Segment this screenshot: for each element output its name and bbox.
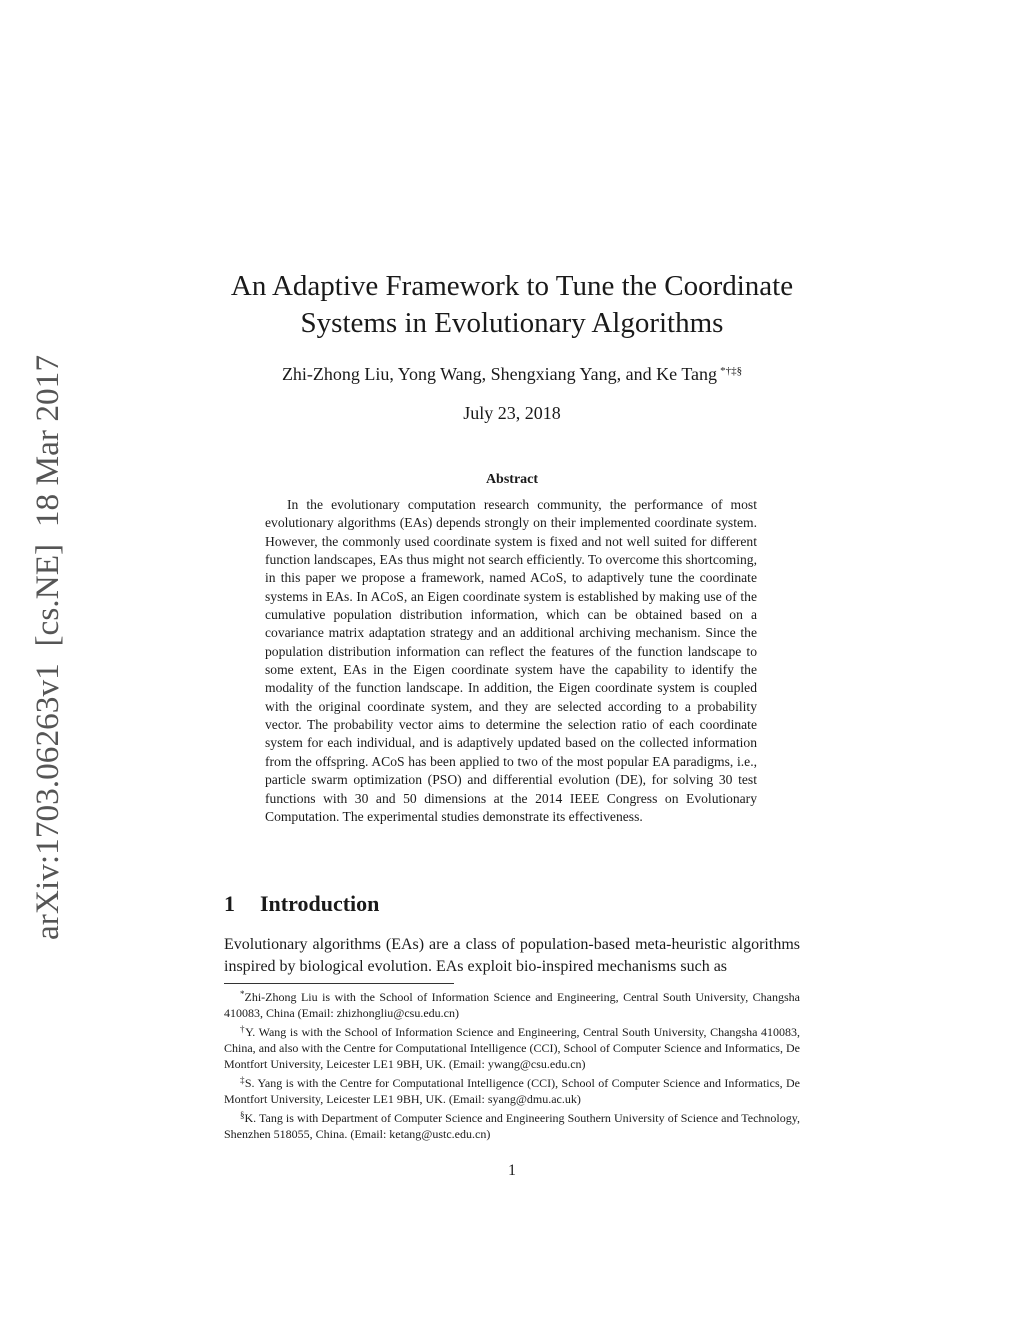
- footnote-3: [224, 1072, 800, 1107]
- section-heading-introduction: [224, 891, 379, 917]
- footnote-mark: *: [240, 989, 245, 999]
- footnote-text: S. Yang is with the Centre for Computational Intelligence (CCI), School of Computer Science and Informatics, De Montfort University, Leicester LE1 9BH, UK. (Email: syang@dmu.ac.uk): [224, 1076, 800, 1106]
- title-line-1: An Adaptive Framework to Tune the Coordinate: [230, 270, 794, 302]
- section-number: 1: [224, 891, 235, 916]
- footnote-4: [224, 1107, 800, 1142]
- title-line-2: Systems in Evolutionary Algorithms: [300, 307, 724, 339]
- abstract-body: [265, 496, 757, 826]
- author-list: [180, 364, 844, 385]
- section-title: Introduction: [260, 891, 380, 916]
- introduction-paragraph: Evolutionary algorithms (EAs) are a class of population-based meta-heuristic algorithms inspired by biological evolution. EAs exploit bio-inspired mechanisms such as: [224, 936, 800, 975]
- paper-title: [180, 268, 844, 342]
- footnote-1: [224, 986, 800, 1021]
- footnote-text: Zhi-Zhong Liu is with the School of Information Science and Engineering, Central South University, Changsha 410083, China (Email: zhizhongliu@csu.edu.cn): [224, 990, 800, 1020]
- abstract-heading: Abstract: [485, 472, 539, 487]
- author-affiliation-marks: *†‡§: [720, 365, 743, 377]
- footnote-text: K. Tang is with Department of Computer Science and Engineering Southern University of Science and Technology, Shenzhen 518055, China. (Email: ketang@ustc.edu.cn): [224, 1111, 800, 1141]
- paper-date: July 23, 2018: [463, 403, 561, 423]
- footnote-text: Y. Wang is with the School of Information Science and Engineering, Central South University, Changsha 410083, China, and also with the Centre for Computational Intelligence (CCI), School of Computer Science and Informatics, De Montfort University, Leicester LE1 9BH, UK. (Email: ywang@csu.edu.cn): [224, 1025, 800, 1071]
- arxiv-identifier-text: arXiv:1703.06263v1 [cs.NE] 18 Mar 2017: [30, 360, 66, 940]
- footnote-mark: §: [240, 1110, 245, 1120]
- footnote-2: [224, 1021, 800, 1072]
- author-names: Zhi-Zhong Liu, Yong Wang, Shengxiang Yang, and Ke Tang: [281, 364, 718, 384]
- arxiv-identifier-stamp: [4, 350, 74, 950]
- footnote-mark: †: [240, 1024, 246, 1034]
- footnotes: [224, 986, 800, 1142]
- page-number: 1: [508, 1162, 516, 1179]
- introduction-body: [224, 934, 800, 978]
- abstract-paragraph: In the evolutionary computation research community, the performance of most evolutionary algorithms (EAs) depends strongly on their implemented coordinate system. However, the commonly used coordinate system is fixed and not well suited for different function landscapes, EAs thus might not search efficiently. To overcome this shortcoming, in this paper we propose a framework, named ACoS, to adaptively tune the coordinate systems in EAs. In ACoS, an Eigen coordinate system is established by making use of the cumulative population distribution information, which can be obtained based on a covariance matrix adaptation strategy and an additional archiving mechanism. Since the population distribution information can reflect the features of the function landscape to some extent, EAs in the Eigen coordinate system have the capability to identify the modality of the function landscape. In addition, the Eigen coordinate system is coupled with the original coordinate system, and they are selected according to a probability vector. The probability vector aims to determine the selection ratio of each coordinate system for each individual, and is adaptively updated based on the collected information from the offspring. ACoS has been applied to two of the most popular EA paradigms, i.e., particle swarm optimization (PSO) and differential evolution (DE), for solving 30 test functions with 30 and 50 dimensions at the 2014 IEEE Congress on Evolutionary Computation. The experimental studies demonstrate its effectiveness.: [265, 497, 757, 824]
- footnote-rule: [224, 983, 454, 984]
- footnote-mark: ‡: [240, 1075, 245, 1085]
